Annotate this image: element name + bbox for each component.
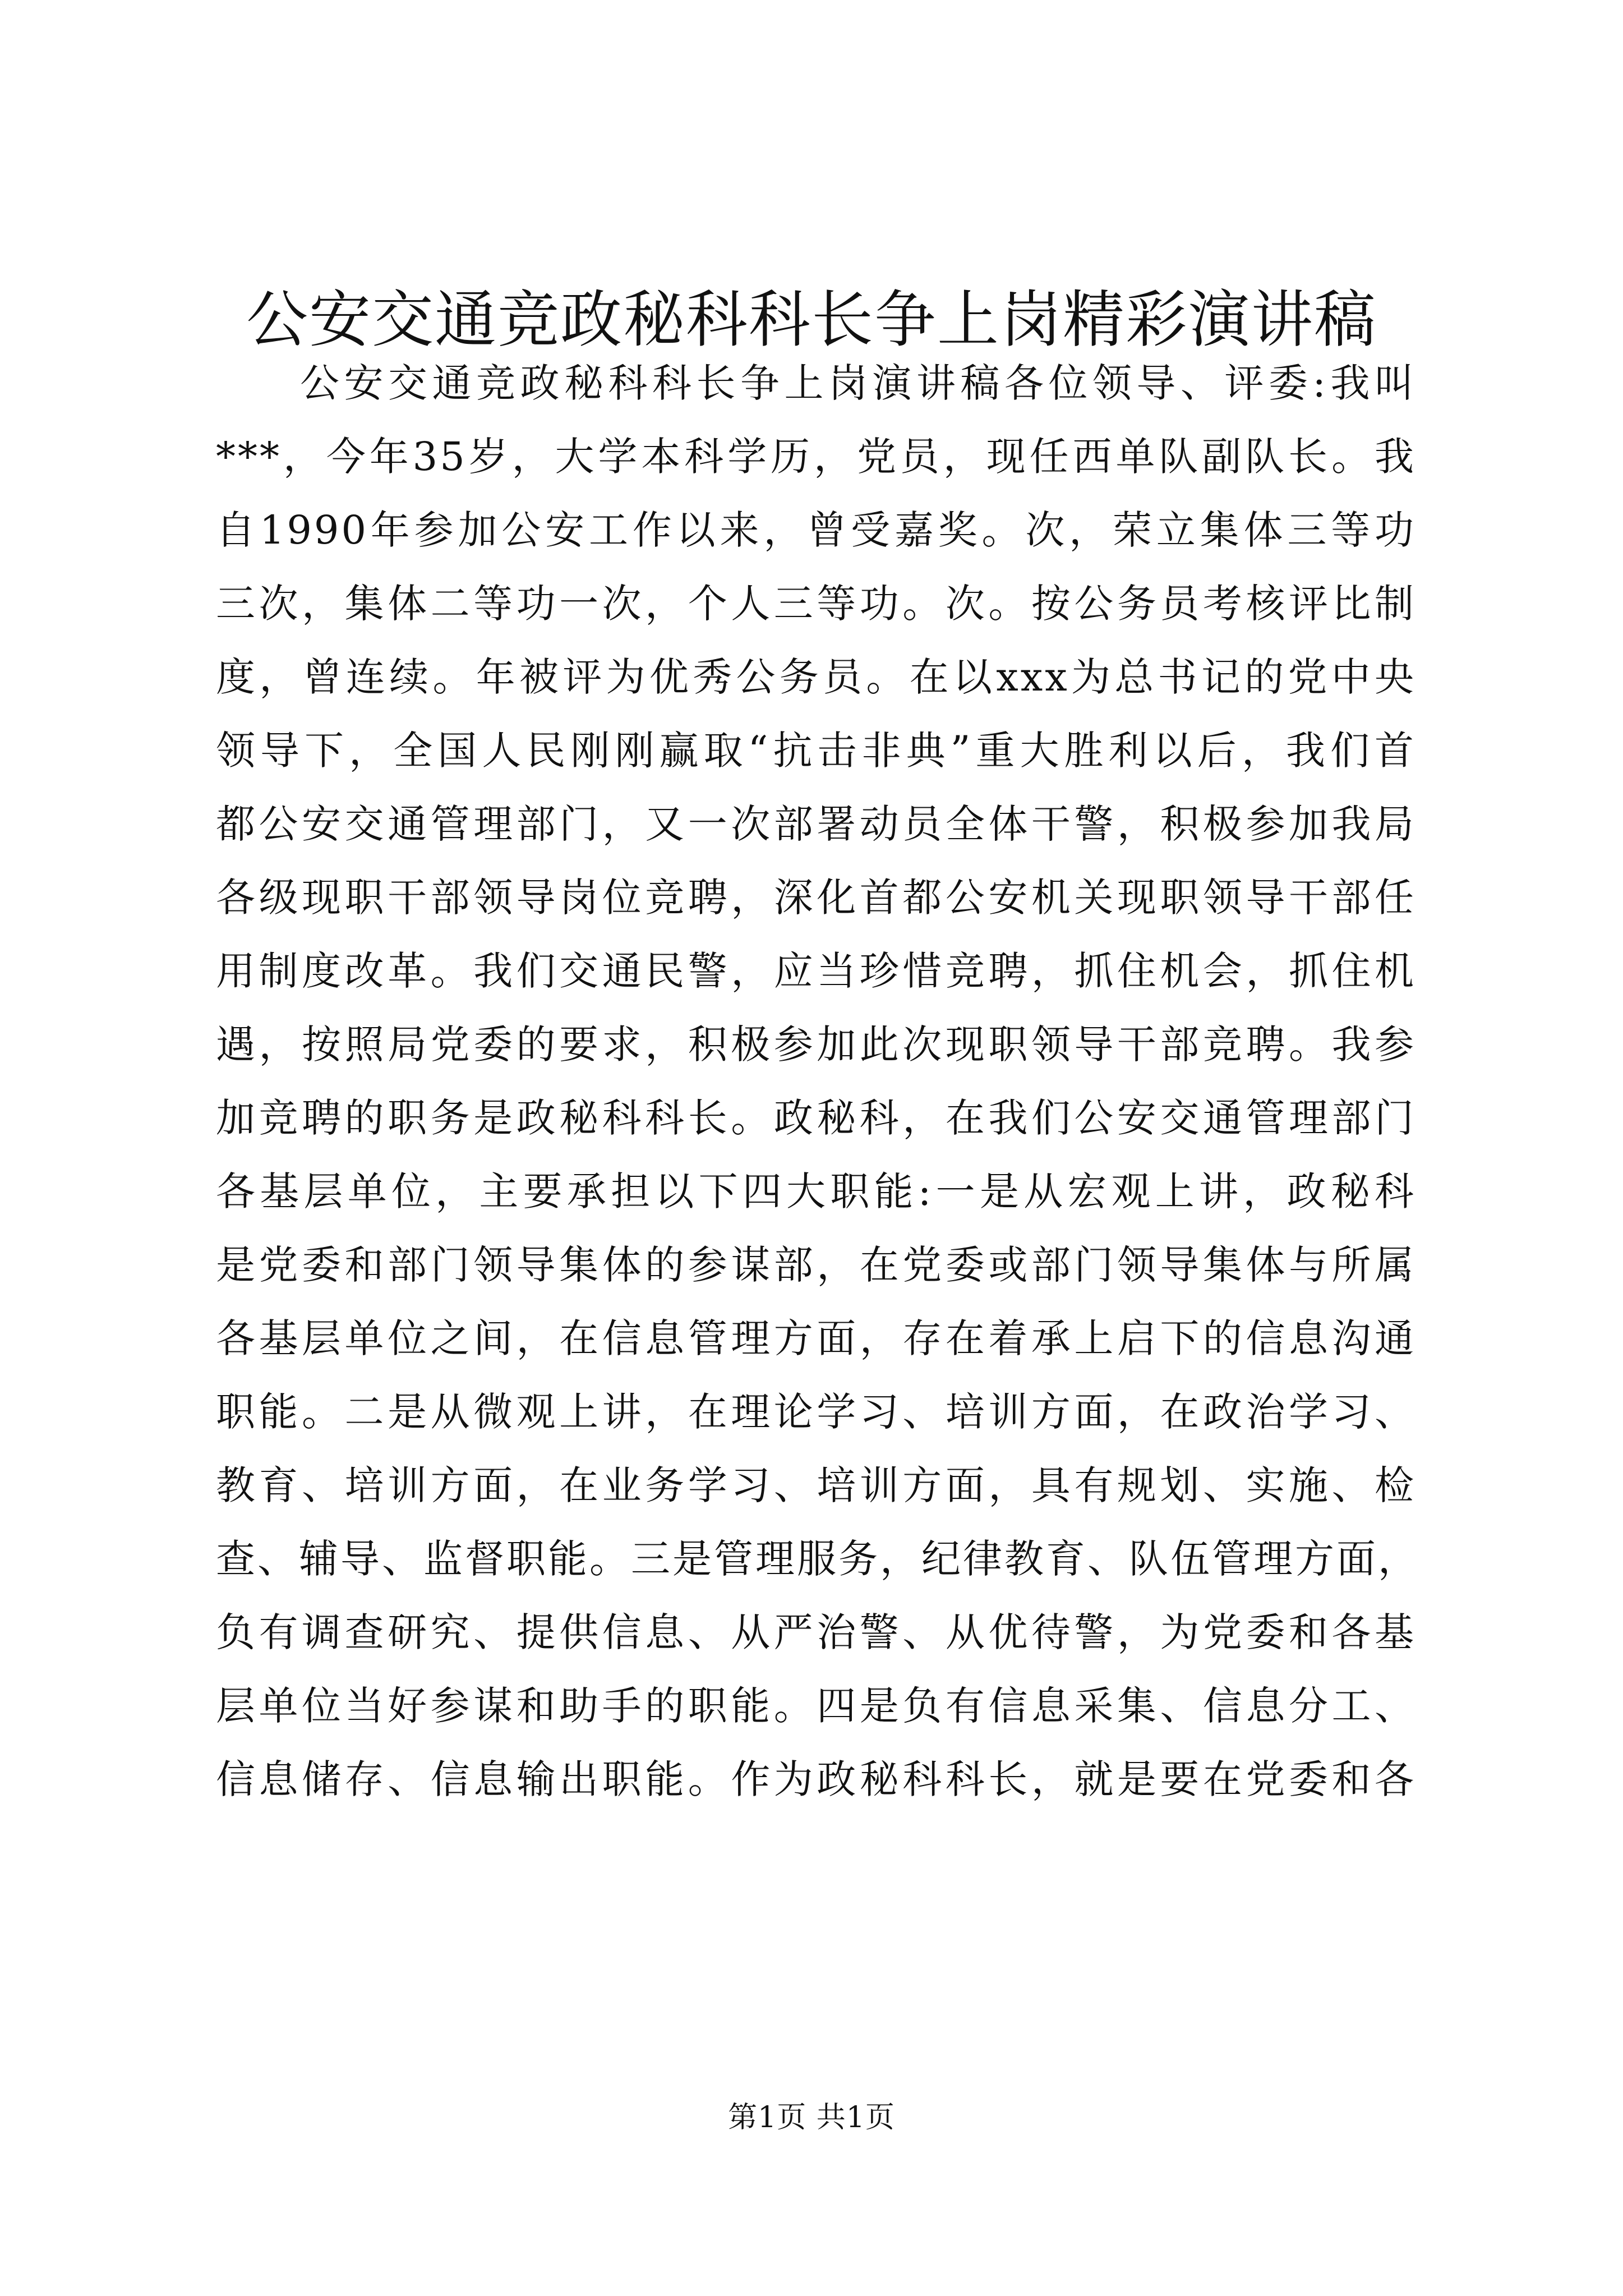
body-text (216, 347, 1419, 1816)
paragraph-line: 加竞聘的职务是政秘科科长。政秘科，在我们公安交通管理部门 (216, 1095, 1416, 1141)
paragraph-line: 各基层单位，主要承担以下四大职能:一是从宏观上讲，政秘科 (216, 1168, 1416, 1214)
paragraph-line: 职能。二是从微观上讲，在理论学习、培训方面，在政治学习、 (216, 1389, 1416, 1435)
paragraph-line: 负有调查研究、提供信息、从严治警、从优待警，为党委和各基 (216, 1609, 1416, 1655)
paragraph-line: 公安交通竞政秘科科长争上岗演讲稿各位领导、评委:我叫 (300, 360, 1416, 406)
paragraph-line: 信息储存、信息输出职能。作为政秘科科长，就是要在党委和各 (216, 1756, 1416, 1802)
paragraph-line: 层单位当好参谋和助手的职能。四是负有信息采集、信息分工、 (216, 1683, 1416, 1729)
paragraph-line: 领导下，全国人民刚刚赢取“抗击非典”重大胜利以后，我们首 (216, 728, 1416, 774)
paragraph-line: 各级现职干部领导岗位竞聘，深化首都公安机关现职领导干部任 (216, 875, 1416, 921)
document-title: 公安交通竞政秘科科长争上岗精彩演讲稿 (246, 284, 1377, 356)
paragraph-line: 是党委和部门领导集体的参谋部，在党委或部门领导集体与所属 (216, 1242, 1416, 1288)
paragraph-line: ***，今年35岁，大学本科学历，党员，现任西单队副队长。我 (216, 434, 1416, 480)
paragraph-line: 都公安交通管理部门，又一次部署动员全体干警，积极参加我局 (216, 801, 1416, 847)
paragraph-line: 度，曾连续。年被评为优秀公务员。在以xxx为总书记的党中央 (216, 654, 1416, 700)
paragraph-line: 查、辅导、监督职能。三是管理服务，纪律教育、队伍管理方面， (216, 1536, 1419, 1582)
paragraph-line: 用制度改革。我们交通民警，应当珍惜竞聘，抓住机会，抓住机 (216, 948, 1416, 994)
paragraph-line: 遇，按照局党委的要求，积极参加此次现职领导干部竞聘。我参 (216, 1022, 1416, 1068)
paragraph-line: 三次，集体二等功一次，个人三等功。次。按公务员考核评比制 (216, 581, 1416, 627)
paragraph-line: 自1990年参加公安工作以来，曾受嘉奖。次，荣立集体三等功 (216, 507, 1416, 553)
page-footer: 第1页 共1页 (728, 2101, 895, 2134)
paragraph-line: 各基层单位之间，在信息管理方面，存在着承上启下的信息沟通 (216, 1315, 1416, 1361)
paragraph-line: 教育、培训方面，在业务学习、培训方面，具有规划、实施、检 (216, 1462, 1416, 1508)
